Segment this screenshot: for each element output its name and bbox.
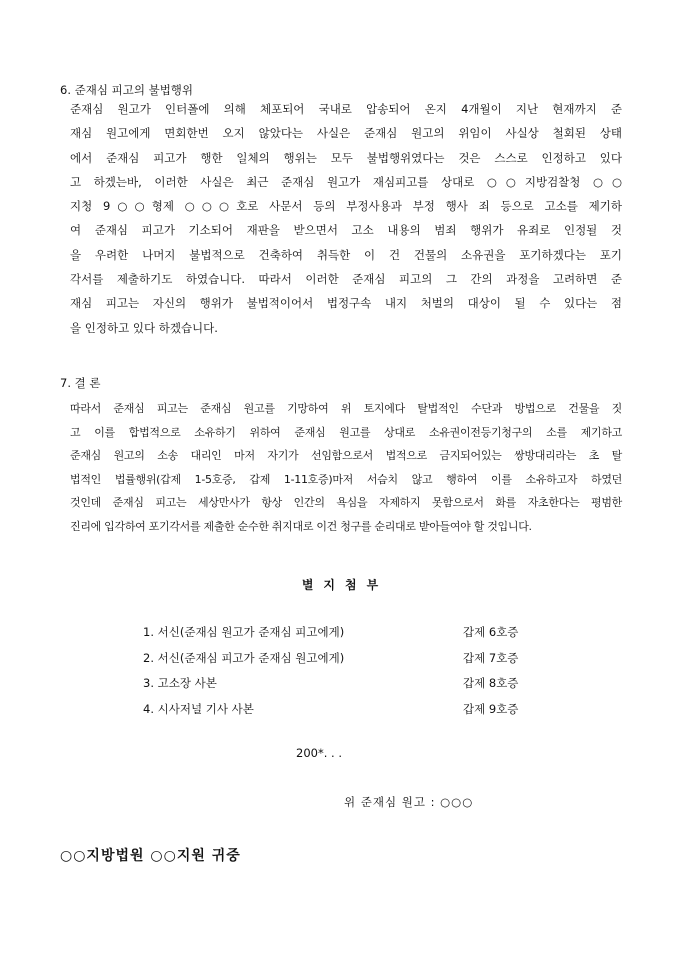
section-6-heading: 6. 준재심 피고의 불법행위 (60, 83, 194, 97)
attachment-code: 갑제 7호증 (463, 650, 519, 665)
attachments-list (143, 620, 543, 722)
body-line: 각서를 제출하기도 하였습니다. 따라서 이러한 준재심 피고의 그 간의 과정을 고려하면 준 (70, 272, 622, 287)
attachment-code: 갑제 8호증 (463, 676, 519, 690)
body-line: 을 우려한 나머지 불법적으로 건축하여 취득한 이 건 건물의 소유권을 포기하겠다는 포기 (70, 247, 622, 262)
body-line: 재심 피고는 자신의 행위가 불법적이어서 법정구속 내지 처벌의 대상이 될 수 있다는 점 (70, 296, 622, 311)
court-addressee: ○○지방법원 ○○지원 귀중 (60, 848, 241, 864)
signature-line: 위 준재심 원고 : ○○○ (344, 795, 474, 809)
body-line: 고 이를 합법적으로 소유하기 위하여 준재심 원고를 상대로 소유권이전등기청구의 소를 제기하고 (70, 425, 622, 439)
section-7-body (70, 397, 622, 539)
body-line: 을 인정하고 있다 하겠습니다. (70, 320, 218, 335)
body-line: 지청 9○○형제 ○○○호로 사문서 등의 부정사용과 부정 행사 죄 등으로 고소를 제기하 (70, 199, 622, 214)
body-line: 재심 원고에게 면회한번 오지 않았다는 사실은 준재심 원고의 위임이 사실상 철회된 상태 (70, 126, 622, 141)
attachment-label: 1. 서신(준재심 원고가 준재심 피고에게) (143, 625, 345, 639)
attachment-code: 갑제 9호증 (463, 701, 519, 716)
attachment-label: 2. 서신(준재심 피고가 준재심 원고에게) (143, 650, 345, 665)
document-date: 200*. . . (296, 746, 342, 760)
attachment-label: 3. 고소장 사본 (143, 676, 217, 690)
body-line: 법적인 법률행위(갑제 1-5호증, 갑제 1-11호증)마저 서슴치 않고 행하여 이를 소유하고자 하였던 (70, 472, 622, 486)
body-line: 준재심 원고의 소송 대리인 마저 자기가 선임함으로서 법적으로 금지되어있는 쌍방대리라는 초 탈 (70, 449, 622, 463)
body-line: 준재심 원고가 인터폴에 의해 체포되어 국내로 압송되어 온지 4개월이 지난 현재까지 준 (70, 102, 622, 116)
section-6-body (70, 97, 622, 340)
attachment-label: 4. 시사저널 기사 사본 (143, 701, 254, 716)
section-7-heading: 7. 결 론 (60, 376, 101, 390)
attachment-code: 갑제 6호증 (463, 625, 519, 639)
attachment-item (143, 697, 543, 723)
body-line: 진리에 입각하여 포기각서를 제출한 순수한 취지대로 이건 청구를 순리대로 받아들여야 할 것입니다. (70, 519, 532, 533)
body-line: 에서 준재심 피고가 행한 일체의 행위는 모두 불법행위였다는 것은 스스로 인정하고 있다 (70, 150, 622, 165)
body-line: 여 준재심 피고가 기소되어 재판을 받으면서 고소 내용의 범죄 행위가 유죄로 인정될 것 (70, 223, 622, 238)
body-line: 것인데 준재심 피고는 세상만사가 항상 인간의 욕심을 자제하지 못함으로서 화를 자초한다는 평범한 (70, 496, 622, 510)
attachments-title: 별지첨부 (301, 578, 389, 592)
attachment-item (143, 620, 543, 646)
body-line: 따라서 준재심 피고는 준재심 원고를 기망하여 위 토지에다 탈법적인 수단과 방법으로 건물을 짓 (70, 402, 622, 415)
body-line: 고 하겠는바, 이러한 사실은 최근 준재심 원고가 재심피고를 상대로 ○○지방검찰청 ○○ (70, 174, 622, 189)
attachment-item (143, 671, 543, 697)
attachment-item (143, 646, 543, 672)
